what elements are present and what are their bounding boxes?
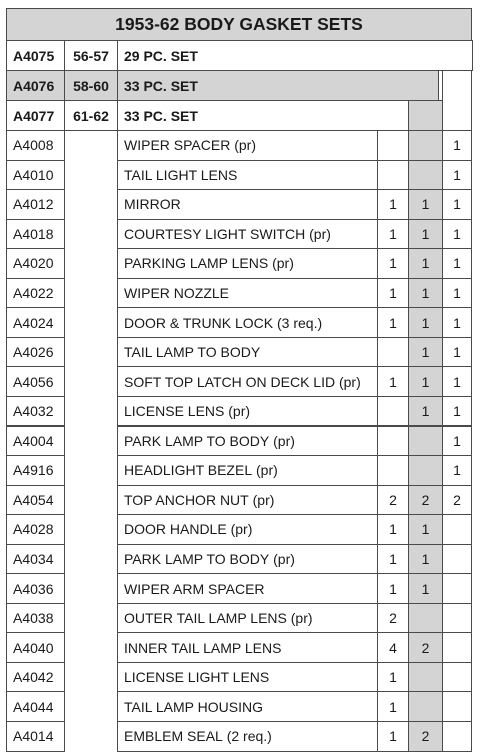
row-part-number: A4010 — [6, 160, 65, 191]
row-blank-cell — [64, 278, 118, 309]
row-part-number: A4012 — [6, 189, 65, 220]
item-name: TAIL LAMP TO BODY — [124, 344, 261, 361]
row-part-number: A4056 — [6, 366, 65, 397]
qty-set-b — [408, 603, 443, 634]
qty-set-b: 1 — [408, 366, 443, 397]
set-description: 33 PC. SET — [117, 70, 439, 101]
row-part-number: A4022 — [6, 278, 65, 309]
qty-set-c — [442, 573, 472, 604]
set-years: 56-57 — [64, 40, 118, 71]
row-blank-cell — [64, 219, 118, 250]
qty-set-b: 1 — [408, 544, 443, 575]
qty-set-c — [442, 691, 472, 722]
column-c-header-space — [442, 70, 472, 131]
item-name: WIPER ARM SPACER — [124, 580, 265, 597]
row-blank-cell — [64, 455, 118, 486]
qty-set-c: 1 — [442, 455, 472, 486]
qty-set-b: 1 — [408, 573, 443, 604]
qty-set-b: 1 — [408, 337, 443, 368]
row-part-number: A4004 — [6, 426, 65, 457]
item-name: DOOR HANDLE — [124, 521, 227, 538]
qty-set-c: 2 — [442, 485, 472, 516]
qty-set-a — [377, 130, 409, 161]
row-description — [117, 130, 378, 161]
row-description — [117, 160, 378, 191]
set-part-number: A4076 — [6, 70, 65, 101]
row-blank-cell — [64, 721, 118, 752]
item-name: HEADLIGHT BEZEL — [124, 462, 253, 479]
row-part-number: A4036 — [6, 573, 65, 604]
item-note: (pr) — [269, 432, 295, 449]
qty-set-b: 1 — [408, 248, 443, 279]
qty-set-b: 1 — [408, 219, 443, 250]
qty-set-a — [377, 426, 409, 457]
row-description — [117, 366, 378, 397]
qty-set-a — [377, 337, 409, 368]
qty-set-b: 2 — [408, 632, 443, 663]
qty-set-b — [408, 455, 443, 486]
qty-set-c — [442, 544, 472, 575]
item-name: LICENSE LIGHT LENS — [124, 669, 270, 686]
row-blank-cell — [64, 485, 118, 516]
qty-set-a: 1 — [377, 662, 409, 693]
qty-set-c: 1 — [442, 248, 472, 279]
qty-set-c — [442, 514, 472, 545]
item-note: (pr) — [305, 225, 331, 242]
row-blank-cell — [64, 544, 118, 575]
item-name: TAIL LIGHT LENS — [124, 166, 238, 183]
item-note: (pr) — [268, 255, 294, 272]
qty-set-a: 2 — [377, 603, 409, 634]
qty-set-a: 1 — [377, 573, 409, 604]
row-description — [117, 514, 378, 545]
item-note: (pr) — [269, 550, 295, 567]
item-note: (3 req.) — [273, 314, 323, 331]
qty-set-c: 1 — [442, 160, 472, 191]
row-part-number: A4024 — [6, 307, 65, 338]
qty-set-a: 4 — [377, 632, 409, 663]
row-part-number: A4008 — [6, 130, 65, 161]
row-description — [117, 396, 378, 427]
row-blank-cell — [64, 514, 118, 545]
qty-set-c — [442, 603, 472, 634]
item-note: (pr) — [224, 403, 251, 420]
row-description — [117, 485, 378, 516]
row-description — [117, 721, 378, 752]
row-description — [117, 219, 378, 250]
qty-set-c: 1 — [442, 130, 472, 161]
qty-set-c — [442, 721, 472, 752]
row-description — [117, 307, 378, 338]
qty-set-a: 1 — [377, 691, 409, 722]
qty-set-c: 1 — [442, 366, 472, 397]
row-part-number: A4026 — [6, 337, 65, 368]
item-name: DOOR & TRUNK LOCK — [124, 314, 274, 331]
row-blank-cell — [64, 603, 118, 634]
qty-set-a: 1 — [377, 366, 409, 397]
row-part-number: A4018 — [6, 219, 65, 250]
set-years: 61-62 — [64, 100, 118, 131]
qty-set-a: 1 — [377, 721, 409, 752]
item-name: INNER TAIL LAMP LENS — [124, 639, 282, 656]
qty-set-b: 1 — [408, 278, 443, 309]
item-note: (pr) — [286, 610, 313, 627]
row-blank-cell — [64, 691, 118, 722]
row-part-number: A4042 — [6, 662, 65, 693]
qty-set-b — [408, 160, 443, 191]
row-blank-cell — [64, 130, 118, 161]
item-note: (2 req.) — [222, 728, 272, 745]
column-b-header-fill — [408, 100, 443, 131]
row-blank-cell — [64, 426, 118, 457]
item-note: (pr) — [226, 521, 253, 538]
row-blank-cell — [64, 307, 118, 338]
row-description — [117, 337, 378, 368]
row-part-number: A4038 — [6, 603, 65, 634]
item-name: PARK LAMP TO BODY — [124, 550, 270, 567]
row-blank-cell — [64, 632, 118, 663]
qty-set-b: 2 — [408, 485, 443, 516]
qty-set-b — [408, 691, 443, 722]
qty-set-a: 1 — [377, 514, 409, 545]
qty-set-c — [442, 632, 472, 663]
qty-set-c: 1 — [442, 337, 472, 368]
qty-set-c — [442, 662, 472, 693]
item-note: (pr) — [230, 137, 256, 154]
set-description: 29 PC. SET — [117, 40, 473, 71]
qty-set-a: 1 — [377, 278, 409, 309]
row-description — [117, 426, 378, 457]
item-note: (pr) — [248, 491, 275, 508]
row-blank-cell — [64, 337, 118, 368]
item-name: LICENSE LENS — [124, 403, 225, 420]
item-name: WIPER SPACER — [124, 137, 231, 154]
qty-set-c: 1 — [442, 426, 472, 457]
item-name: PARKING LAMP LENS — [124, 255, 269, 272]
qty-set-c: 1 — [442, 278, 472, 309]
item-name: TAIL LAMP HOUSING — [124, 698, 263, 715]
qty-set-c: 1 — [442, 396, 472, 427]
row-blank-cell — [64, 396, 118, 427]
row-blank-cell — [64, 248, 118, 279]
qty-set-b: 1 — [408, 189, 443, 220]
row-blank-cell — [64, 573, 118, 604]
qty-set-c: 1 — [442, 219, 472, 250]
row-part-number: A4044 — [6, 691, 65, 722]
qty-set-a — [377, 160, 409, 191]
row-description — [117, 603, 378, 634]
row-description — [117, 632, 378, 663]
qty-set-a — [377, 396, 409, 427]
item-name: COURTESY LIGHT SWITCH — [124, 225, 306, 242]
row-part-number: A4028 — [6, 514, 65, 545]
item-note: (pr) — [252, 462, 278, 479]
qty-set-a: 1 — [377, 189, 409, 220]
qty-set-b — [408, 662, 443, 693]
qty-set-a: 1 — [377, 544, 409, 575]
item-note: (pr) — [335, 373, 361, 390]
row-part-number: A4054 — [6, 485, 65, 516]
row-blank-cell — [64, 366, 118, 397]
qty-set-c: 1 — [442, 189, 472, 220]
item-name: TOP ANCHOR NUT — [124, 491, 249, 508]
item-name: EMBLEM SEAL — [124, 728, 223, 745]
row-part-number: A4020 — [6, 248, 65, 279]
item-name: MIRROR — [124, 196, 181, 213]
row-part-number: A4032 — [6, 396, 65, 427]
row-blank-cell — [64, 189, 118, 220]
qty-set-b: 1 — [408, 396, 443, 427]
row-description — [117, 544, 378, 575]
set-part-number: A4077 — [6, 100, 65, 131]
row-blank-cell — [64, 160, 118, 191]
qty-set-a: 2 — [377, 485, 409, 516]
set-description: 33 PC. SET — [117, 100, 409, 131]
set-years: 58-60 — [64, 70, 118, 101]
row-part-number: A4040 — [6, 632, 65, 663]
qty-set-b: 2 — [408, 721, 443, 752]
qty-set-a: 1 — [377, 307, 409, 338]
table-title: 1953-62 BODY GASKET SETS — [6, 8, 472, 41]
qty-set-a — [377, 455, 409, 486]
row-part-number: A4034 — [6, 544, 65, 575]
item-name: OUTER TAIL LAMP LENS — [124, 610, 287, 627]
qty-set-a: 1 — [377, 219, 409, 250]
row-description — [117, 189, 378, 220]
row-part-number: A4014 — [6, 721, 65, 752]
row-description — [117, 691, 378, 722]
qty-set-a: 1 — [377, 248, 409, 279]
row-blank-cell — [64, 662, 118, 693]
qty-set-c: 1 — [442, 307, 472, 338]
qty-set-b: 1 — [408, 514, 443, 545]
row-description — [117, 248, 378, 279]
item-name: WIPER NOZZLE — [124, 285, 230, 302]
qty-set-b: 1 — [408, 307, 443, 338]
row-part-number: A4916 — [6, 455, 65, 486]
row-description — [117, 573, 378, 604]
table-left-border — [6, 130, 7, 750]
row-description — [117, 455, 378, 486]
qty-set-b — [408, 130, 443, 161]
set-part-number: A4075 — [6, 40, 65, 71]
item-name: PARK LAMP TO BODY — [124, 432, 270, 449]
qty-set-b — [408, 426, 443, 457]
row-description — [117, 278, 378, 309]
item-name: SOFT TOP LATCH ON DECK LID — [124, 373, 336, 390]
row-description — [117, 662, 378, 693]
